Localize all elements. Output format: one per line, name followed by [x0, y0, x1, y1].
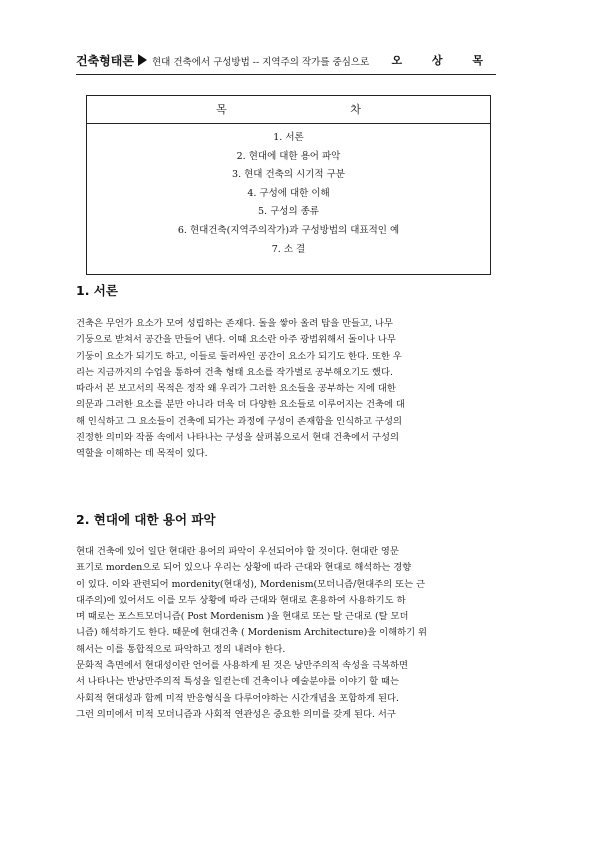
section-intro-body	[76, 316, 498, 463]
text-line: 기둥으로 받쳐서 공간을 만들어 낸다. 이때 요소란 아주 광범위해서 돌이나 나무	[76, 334, 396, 346]
text-line: 현대 건축에 있어 일단 현대란 용어의 파악이 우선되어야 할 것이다. 현대란 영문	[76, 546, 399, 557]
text-line: 역할을 이해하는 데 목적이 있다.	[76, 448, 208, 460]
toc-item: 6. 현대건축(지역주의작가)과 구성방법의 대표적인 예	[177, 224, 400, 236]
text-line: 따라서 본 보고서의 목적은 정작 왜 우리가 그러한 요소들을 공부하는 지에 대한	[76, 383, 396, 395]
section-heading-intro: 1. 서론	[76, 283, 118, 298]
course-title: 건축형태론	[76, 54, 134, 68]
header-divider	[76, 74, 496, 75]
toc-item: 7. 소 결	[271, 243, 306, 255]
text-line: 표기로 morden으로 되어 있으나 우리는 상황에 따라 근대와 현대로 해석하는 경향	[76, 562, 412, 574]
text-line: 기둥이 요소가 되기도 하고, 이들로 둘러싸인 공간이 요소가 되기도 한다. 또한 우	[76, 350, 402, 362]
toc-list	[87, 124, 490, 259]
text-line: 이 있다. 이와 관련되어 mordenity(현대성), Mordenism(모더니즘/현대주의 또는 근	[76, 578, 425, 590]
text-line: 문화적 측면에서 현대성이란 언어를 사용하게 된 것은 낭만주의적 속성을 극복하면	[76, 660, 408, 672]
toc-item: 1. 서론	[273, 132, 304, 143]
text-line: 리는 지금까지의 수업을 통하여 건축 형태 요소를 작가별로 공부해오기도 했다.	[76, 366, 393, 378]
running-header	[76, 52, 496, 68]
text-line: 그런 의미에서 미적 모더니즘과 사회적 연관성은 중요한 의미를 갖게 된다. 서구	[76, 708, 396, 720]
header-left	[76, 52, 369, 69]
triangle-right-icon	[138, 54, 147, 66]
text-line: 대주의)에 있어서도 이를 모두 상황에 따라 근대와 현대로 혼용하여 사용하기도 하	[76, 594, 406, 606]
toc-item: 2. 현대에 대한 용어 파악	[236, 150, 341, 162]
text-line: 해서는 이를 통합적으로 파악하고 정의 내려야 한다.	[76, 643, 286, 655]
toc-item: 3. 현대 건축의 시기적 구분	[232, 169, 345, 181]
text-line: 니즘) 해석하기도 한다. 때문에 현대건축 ( Mordenism Architecture)을 이해하기 위	[76, 627, 428, 639]
toc-item: 5. 구성의 종류	[258, 206, 319, 218]
author-name: 오 상 목	[391, 54, 496, 67]
table-of-contents	[86, 95, 491, 275]
text-line: 건축은 무언가 요소가 모여 성립하는 존재다. 돌을 쌓아 올려 탑을 만들고, 나무	[76, 318, 393, 329]
text-line: 의문과 그러한 요소를 분만 아니라 더욱 더 다양한 요소들로 이루어지는 건축에 대	[76, 399, 405, 411]
section-terms-body	[76, 544, 498, 723]
section-heading-terms: 2. 현대에 대한 용어 파악	[76, 512, 216, 527]
text-line: 진정한 의미와 작품 속에서 나타나는 구성을 살펴봄으로서 현대 건축에서 구성의	[76, 432, 399, 444]
text-line: 며 때로는 포스트모더니즘( Post Mordenism )을 현대로 또는 탈 근대로 (탈 모더	[76, 611, 409, 623]
report-subtitle: 현대 건축에서 구성방법 -- 지역주의 작가를 중심으로	[151, 57, 370, 68]
toc-heading: 목 차	[87, 96, 490, 124]
toc-item: 4. 구성에 대한 이해	[247, 187, 330, 199]
text-line: 사회적 현대성과 함께 미적 반응형식을 다루어야하는 시간개념을 포함하게 된다.	[76, 692, 399, 704]
text-line: 해 인식하고 그 요소들이 건축에 되가는 과정에 구성이 존재함을 인식하고 구성의	[76, 415, 402, 427]
text-line: 서 나타나는 반낭만주의적 특성을 일컫는데 건축이나 예술분야를 이야기 할 때는	[76, 676, 399, 688]
